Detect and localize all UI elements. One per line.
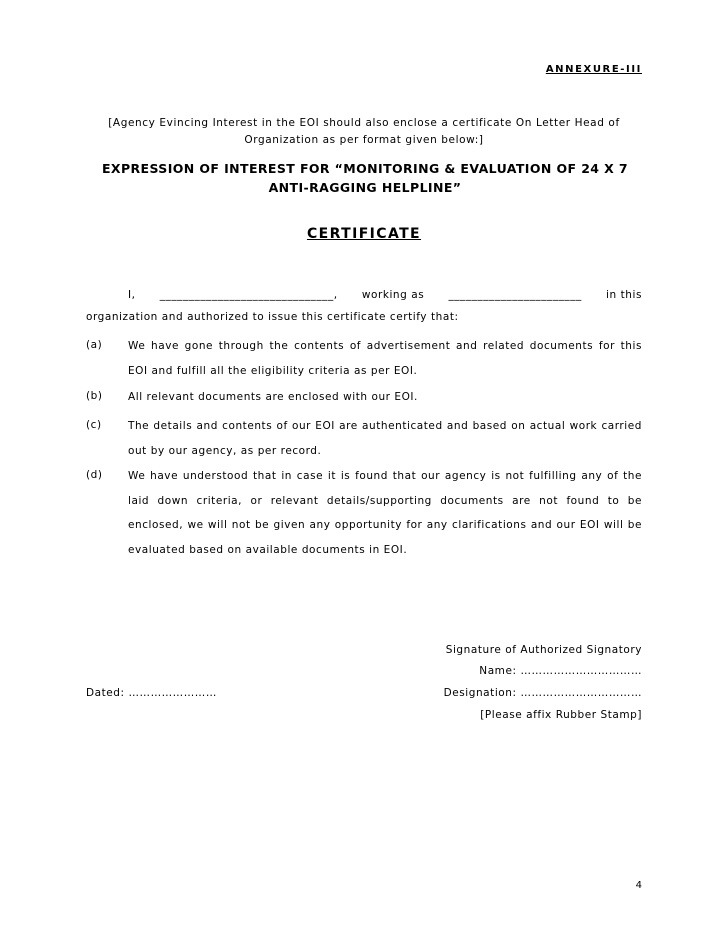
signature-title: Signature of Authorized Signatory: [445, 644, 642, 656]
signature-name: Name: ……………………………: [479, 665, 642, 677]
item-a-label: (a): [86, 339, 103, 351]
item-b-label: (b): [86, 390, 103, 402]
item-a-text: We have gone through the contents of advertisement and related documents for this EOI and fulfill all the eligibility criteria as per EOI.: [128, 340, 642, 377]
intro-in-this: in this: [606, 289, 642, 301]
dated-field: Dated: ……………………: [86, 687, 217, 699]
intro-line-1: [128, 289, 642, 301]
name-blank: ______________________________,: [159, 289, 338, 301]
intro-working-as: working as: [361, 289, 425, 301]
annexure-label: ANNEXURE-III: [545, 64, 642, 75]
rubber-stamp-note: [Please affix Rubber Stamp]: [480, 709, 642, 721]
item-d-text: We have understood that in case it is found that our agency is not fulfilling any of the laid down criteria, or relevant details/supporting documents are not found to be enclosed, we will not be given any opportunity for any clarifications and our EOI will be evaluated based on available documents in EOI.: [128, 470, 642, 556]
intro-line-2: organization and authorized to issue this certificate certify that:: [86, 311, 459, 323]
item-d-label: (d): [86, 469, 103, 481]
item-b-text: All relevant documents are enclosed with our EOI.: [128, 391, 418, 403]
eoi-title: EXPRESSION OF INTEREST FOR “MONITORING & EVALUATION OF 24 X 7 ANTI-RAGGING HELPLINE”: [101, 161, 629, 195]
certificate-heading: CERTIFICATE: [306, 226, 422, 242]
instruction-note: [Agency Evincing Interest in the EOI should also enclose a certificate On Letter Head of Organization as per format given below:]: [108, 117, 620, 146]
intro-i: I,: [128, 289, 136, 301]
item-c-text: The details and contents of our EOI are authenticated and based on actual work carried out by our agency, as per record.: [128, 420, 642, 457]
page-number: 4: [635, 880, 642, 891]
item-c-label: (c): [86, 419, 102, 431]
designation-blank: _______________________: [448, 289, 582, 301]
signature-designation: Designation: ……………………………: [443, 687, 642, 699]
